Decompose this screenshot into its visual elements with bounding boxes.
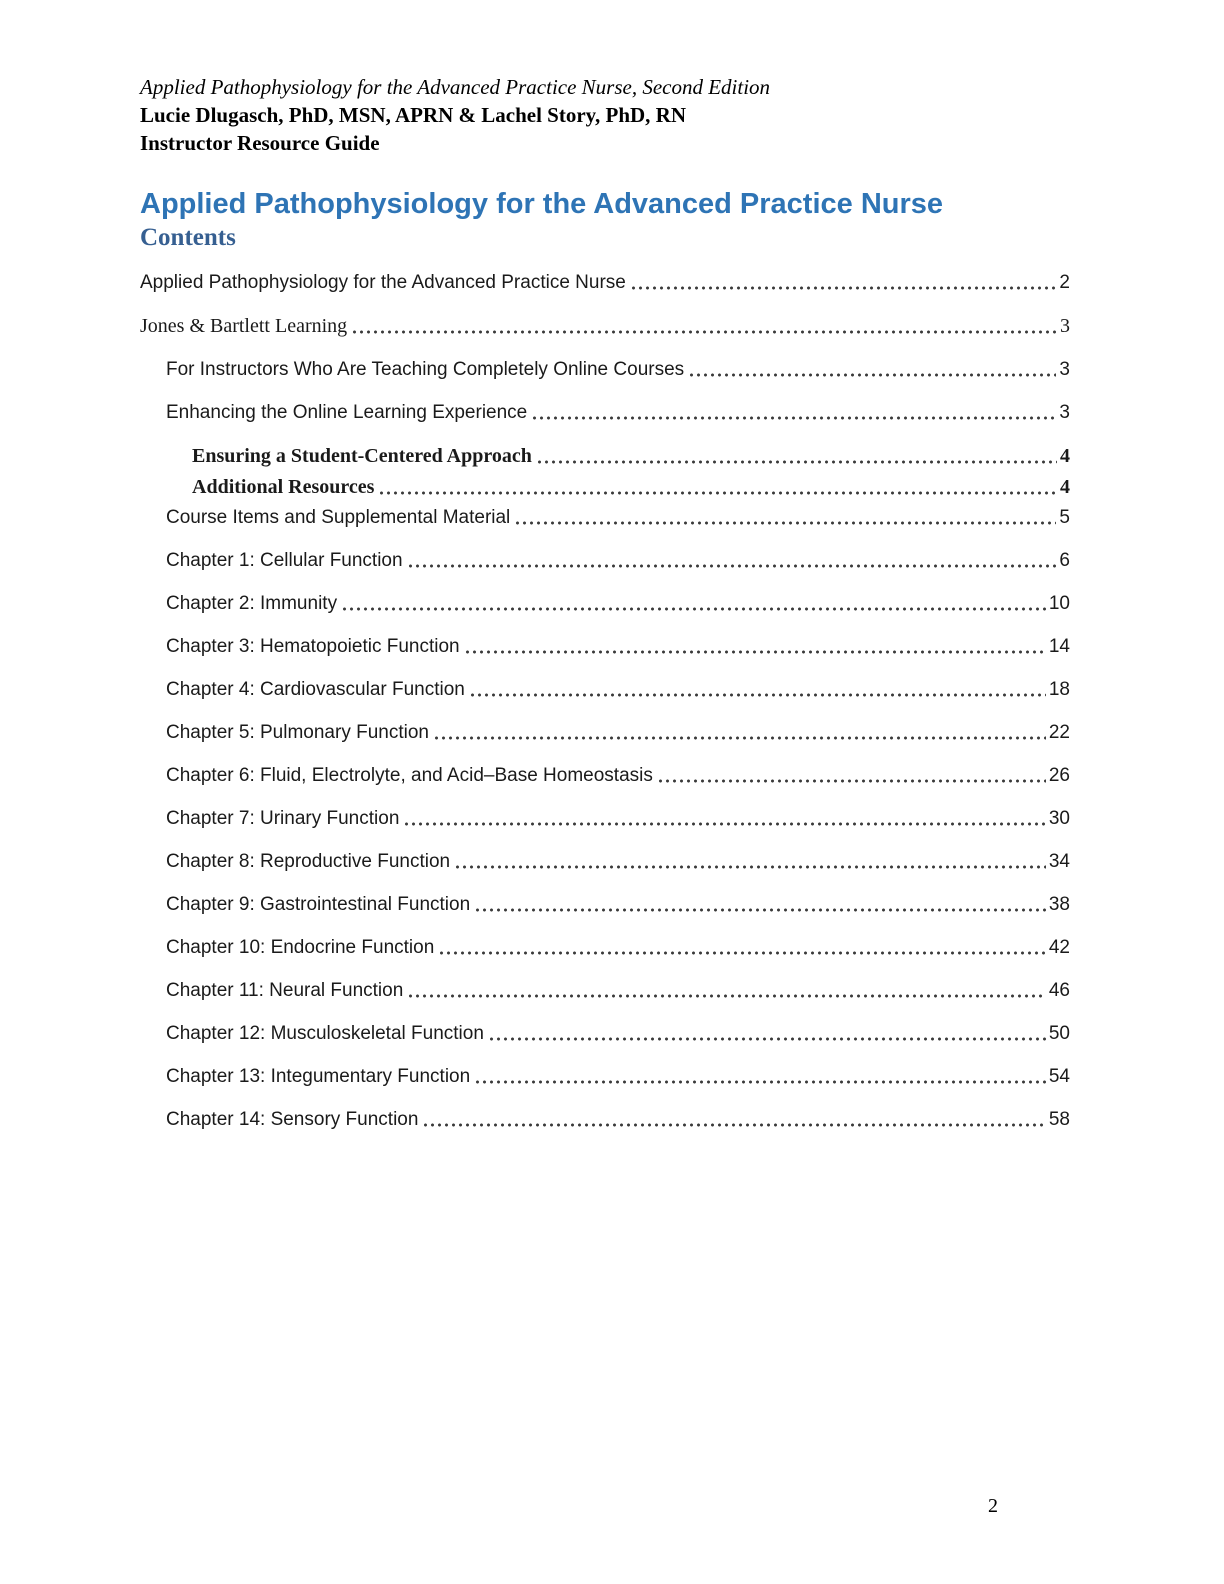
toc-dot-leader	[435, 736, 1046, 740]
toc-dot-leader	[490, 1037, 1046, 1041]
header-authors: Lucie Dlugasch, PhD, MSN, APRN & Lachel Story, PhD, RN	[140, 102, 687, 127]
toc-entry-page: 38	[1048, 894, 1070, 916]
toc-entry[interactable]	[166, 593, 1070, 615]
toc-entry[interactable]	[140, 315, 1070, 338]
toc-entry-label: Enhancing the Online Learning Experience	[166, 402, 528, 424]
toc-entry-page: 6	[1059, 550, 1070, 572]
toc-entry[interactable]	[166, 550, 1070, 572]
toc-entry[interactable]	[166, 851, 1070, 873]
toc-entry[interactable]	[166, 937, 1070, 959]
toc-entry-page: 46	[1048, 980, 1070, 1002]
toc-entry-page: 26	[1048, 765, 1070, 787]
contents-heading: Contents	[140, 224, 236, 252]
toc-entry-label: Jones & Bartlett Learning	[140, 315, 348, 338]
toc-entry-label: Additional Resources	[192, 476, 375, 499]
toc-entry-page: 54	[1048, 1066, 1070, 1088]
toc-dot-leader	[456, 865, 1046, 869]
toc-dot-leader	[353, 330, 1057, 334]
page-number-footer: 2	[988, 1495, 998, 1517]
toc-entry-label: Chapter 3: Hematopoietic Function	[166, 636, 460, 658]
toc-entry-label: Chapter 13: Integumentary Function	[166, 1066, 471, 1088]
toc-entry[interactable]	[166, 359, 1070, 381]
toc-entry[interactable]	[166, 722, 1070, 744]
toc-entry-label: Chapter 1: Cellular Function	[166, 550, 403, 572]
document-header	[140, 74, 1070, 158]
toc-entry-label: For Instructors Who Are Teaching Completely Online Courses	[166, 359, 685, 381]
toc-entry-page: 50	[1048, 1023, 1070, 1045]
toc-entry-page: 14	[1048, 636, 1070, 658]
toc-entry[interactable]	[140, 272, 1070, 294]
toc-entry-label: Chapter 4: Cardiovascular Function	[166, 679, 465, 701]
toc-dot-leader	[471, 693, 1046, 697]
toc-entry-page: 10	[1048, 593, 1070, 615]
toc-entry-label: Chapter 6: Fluid, Electrolyte, and Acid–Base Homeostasis	[166, 765, 653, 787]
toc-entry[interactable]	[166, 1023, 1070, 1045]
toc-entry[interactable]	[166, 402, 1070, 424]
toc-entry[interactable]	[166, 1066, 1070, 1088]
toc-entry[interactable]	[192, 445, 1070, 468]
header-guide-label: Instructor Resource Guide	[140, 130, 380, 155]
toc-dot-leader	[533, 416, 1056, 420]
toc-entry[interactable]	[166, 507, 1070, 529]
toc-entry-page: 3	[1059, 402, 1070, 424]
toc-entry-page: 42	[1048, 937, 1070, 959]
toc-dot-leader	[538, 460, 1057, 464]
toc-entry-label: Chapter 2: Immunity	[166, 593, 338, 615]
toc-entry-page: 58	[1048, 1109, 1070, 1131]
toc-entry-label: Chapter 12: Musculoskeletal Function	[166, 1023, 484, 1045]
toc-entry-page: 3	[1059, 359, 1070, 381]
toc-entry[interactable]	[166, 636, 1070, 658]
toc-entry-page: 4	[1060, 445, 1070, 468]
toc-entry[interactable]	[166, 894, 1070, 916]
toc-entry[interactable]	[192, 476, 1070, 499]
page-title: Applied Pathophysiology for the Advanced Practice Nurse	[140, 187, 944, 220]
toc-entry[interactable]	[166, 679, 1070, 701]
toc-entry-label: Chapter 11: Neural Function	[166, 980, 404, 1002]
toc-dot-leader	[476, 908, 1046, 912]
toc-entry-label: Chapter 9: Gastrointestinal Function	[166, 894, 471, 916]
toc-entry-label: Chapter 5: Pulmonary Function	[166, 722, 429, 744]
toc-entry-page: 3	[1060, 315, 1070, 338]
toc-entry-page: 22	[1048, 722, 1070, 744]
toc-dot-leader	[409, 994, 1046, 998]
toc-dot-leader	[632, 286, 1057, 290]
toc-entry-page: 18	[1048, 679, 1070, 701]
toc-entry-page: 5	[1059, 507, 1070, 529]
toc-list	[140, 272, 1070, 1131]
toc-dot-leader	[516, 521, 1056, 525]
toc-entry[interactable]	[166, 808, 1070, 830]
toc-dot-leader	[440, 951, 1046, 955]
toc-dot-leader	[659, 779, 1046, 783]
toc-dot-leader	[380, 491, 1057, 495]
toc-entry-label: Chapter 7: Urinary Function	[166, 808, 400, 830]
toc-entry[interactable]	[166, 1109, 1070, 1131]
toc-entry-label: Chapter 10: Endocrine Function	[166, 937, 435, 959]
toc-entry-label: Chapter 14: Sensory Function	[166, 1109, 419, 1131]
toc-entry-label: Chapter 8: Reproductive Function	[166, 851, 451, 873]
toc-entry-label: Course Items and Supplemental Material	[166, 507, 511, 529]
toc-dot-leader	[343, 607, 1046, 611]
header-book-title: Applied Pathophysiology for the Advanced Practice Nurse, Second Edition	[140, 75, 771, 99]
toc-dot-leader	[424, 1123, 1045, 1127]
toc-entry-page: 30	[1048, 808, 1070, 830]
toc-dot-leader	[466, 650, 1046, 654]
toc-entry-label: Ensuring a Student-Centered Approach	[192, 445, 532, 468]
toc-dot-leader	[476, 1080, 1046, 1084]
toc-entry-page: 4	[1060, 476, 1070, 499]
toc-dot-leader	[409, 564, 1057, 568]
toc-entry-page: 2	[1059, 272, 1070, 294]
toc-dot-leader	[405, 822, 1045, 826]
toc-entry[interactable]	[166, 980, 1070, 1002]
toc-entry-page: 34	[1048, 851, 1070, 873]
toc-entry[interactable]	[166, 765, 1070, 787]
toc-dot-leader	[690, 373, 1056, 377]
toc-entry-label: Applied Pathophysiology for the Advanced Practice Nurse	[140, 272, 626, 294]
